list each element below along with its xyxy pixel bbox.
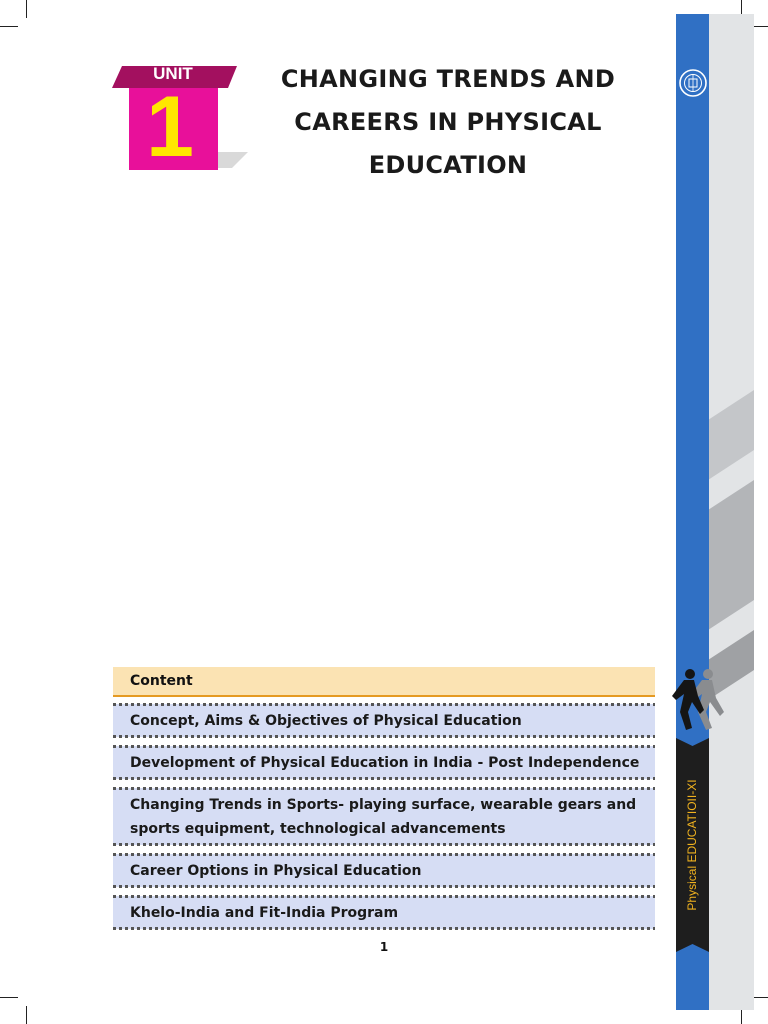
content-list — [113, 704, 655, 929]
chapter-title-line: CHANGING TRENDS AND — [280, 65, 616, 93]
content-item: Khelo-India and Fit-India Program — [113, 896, 655, 929]
crop-mark — [26, 0, 27, 18]
content-item: Development of Physical Education in India - Post Independence — [113, 746, 655, 779]
content-item: Career Options in Physical Education — [113, 854, 655, 887]
page-number: 1 — [379, 940, 389, 954]
crop-mark — [0, 26, 18, 27]
unit-number: 1 — [146, 79, 194, 175]
chapter-title — [268, 58, 628, 187]
content-header: Content — [113, 667, 655, 697]
chapter-title-line: CAREERS IN PHYSICAL — [294, 108, 602, 136]
crop-mark — [26, 1006, 27, 1024]
cbse-logo-icon — [678, 68, 708, 98]
book-title-tab-text: Physical EDUCATIOII-XI — [685, 779, 699, 911]
content-item: Changing Trends in Sports- playing surface, wearable gears and sports equipment, technological advancements — [113, 788, 655, 845]
runners-icon — [672, 664, 732, 734]
chapter-title-line: EDUCATION — [368, 151, 528, 179]
unit-label: UNIT — [153, 64, 193, 83]
crop-mark — [0, 997, 18, 998]
content-table — [113, 667, 655, 938]
content-item: Concept, Aims & Objectives of Physical Education — [113, 704, 655, 737]
